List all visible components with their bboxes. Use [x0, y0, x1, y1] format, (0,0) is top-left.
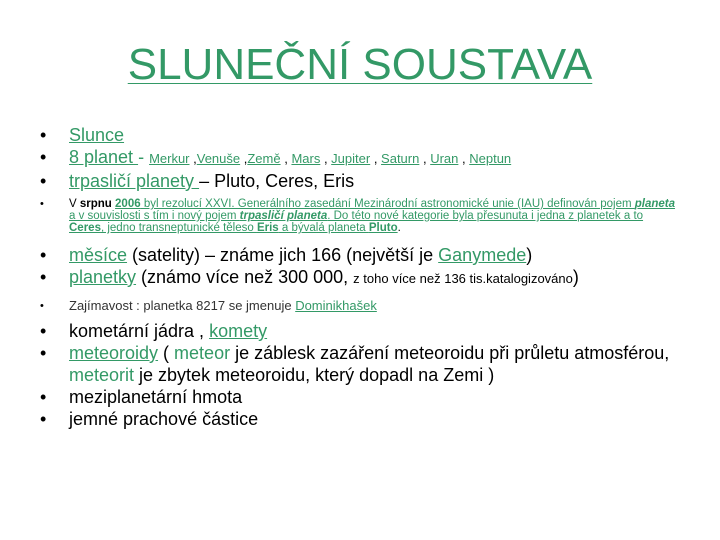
- link-note-category[interactable]: . Do této nové kategorie byla přesunuta i jedna z planetek a to: [327, 210, 644, 222]
- bullet-icon: •: [40, 300, 44, 312]
- link-trpaslici-planety[interactable]: trpasličí planety: [69, 171, 200, 191]
- link-mesice[interactable]: měsíce: [69, 245, 128, 265]
- list-item-komety: • kometární jádra , komety: [40, 321, 268, 341]
- list-item-prach: • jemné prachové částice: [40, 409, 259, 429]
- link-pluto[interactable]: Pluto: [368, 222, 398, 234]
- list-item-planets: [40, 146, 680, 170]
- link-planeta[interactable]: planeta: [634, 198, 676, 210]
- list-item-hmota: • meziplanetární hmota: [40, 387, 243, 407]
- link-jupiter[interactable]: Jupiter: [331, 151, 371, 166]
- bullet-icon: •: [40, 198, 44, 210]
- bullet-icon: •: [40, 387, 47, 407]
- link-merkur[interactable]: Merkur: [149, 151, 190, 166]
- bullet-icon: •: [40, 267, 47, 287]
- bullet-icon: •: [40, 409, 47, 429]
- link-venuse[interactable]: Venuše: [196, 151, 241, 166]
- list-item-zajimavost: • Zajímavost : planetka 8217 se jmenuje Dominikhašek: [40, 298, 377, 313]
- list-item-dwarf: [40, 170, 680, 192]
- list-item-planetky: • planetky (známo více než 300 000, z toho více než 136 tis.katalogizováno): [40, 267, 579, 287]
- link-komety[interactable]: komety: [209, 321, 268, 341]
- link-note-mid[interactable]: a v souvislosti s tím i nový pojem: [69, 210, 240, 222]
- bullet-list: [40, 124, 680, 430]
- list-item-meteoroidy: • meteoroidy ( meteor je záblesk zazáření meteoroidu při průletu atmosférou, meteorit je zbytek meteoroidu, který dopadl na Zemi ): [40, 343, 670, 385]
- bullet-icon: •: [40, 321, 47, 341]
- bullet-icon: •: [40, 125, 47, 145]
- link-transneptunicke[interactable]: , jedno transneptunické těleso: [100, 222, 257, 234]
- planets-dash: -: [138, 147, 150, 167]
- link-ganymede[interactable]: Ganymede: [438, 245, 527, 265]
- link-2006[interactable]: 2006: [115, 198, 141, 210]
- dwarf-list: – Pluto, Ceres, Eris: [199, 171, 355, 191]
- term-meteorit: meteorit: [69, 365, 135, 385]
- link-slunce[interactable]: Slunce: [69, 125, 125, 145]
- list-item-note: • V srpnu 2006 byl rezolucí XXVI. Generálního zasedání Mezinárodní astronomické unie (IAU) definován pojem planeta a v souvislosti s tím i nový pojem trpasličí planeta. Do této nové kategorie byla přesunuta i jedna z planetek a to Ceres, jedno transneptunické těleso Eris a bývalá planeta Pluto.: [40, 198, 676, 234]
- link-neptun[interactable]: Neptun: [469, 151, 512, 166]
- bullet-icon: •: [40, 147, 47, 167]
- list-item-slunce: [40, 124, 680, 146]
- link-trpaslici-planeta[interactable]: trpasličí planeta: [239, 210, 328, 222]
- term-meteor: meteor: [174, 343, 231, 363]
- bullet-icon: •: [40, 343, 47, 363]
- page-title: SLUNEČNÍ SOUSTAVA: [127, 40, 593, 89]
- link-rezoluce[interactable]: byl rezolucí XXVI. Generálního zasedání Mezinárodní astronomické unie (IAU) definován pojem: [140, 198, 635, 210]
- list-item-mesice: • měsíce (satelity) – známe jich 166 (největší je Ganymede): [40, 245, 533, 265]
- link-meteoroidy[interactable]: meteoroidy: [69, 343, 159, 363]
- link-zeme[interactable]: Země: [247, 151, 281, 166]
- bullet-icon: •: [40, 171, 47, 191]
- link-byvala[interactable]: a bývalá planeta: [278, 222, 369, 234]
- link-8-planet[interactable]: 8 planet: [69, 147, 139, 167]
- link-planetky[interactable]: planetky: [69, 267, 137, 287]
- link-mars[interactable]: Mars: [291, 151, 321, 166]
- link-dominikhasek[interactable]: Dominikhašek: [295, 298, 377, 313]
- planet-names: Merkur ,Venuše ,Země , Mars , Jupiter , Saturn , Uran , Neptun: [149, 151, 512, 166]
- link-saturn[interactable]: Saturn: [381, 151, 420, 166]
- link-eris[interactable]: Eris: [256, 222, 279, 234]
- link-uran[interactable]: Uran: [430, 151, 459, 166]
- link-ceres[interactable]: Ceres: [69, 222, 101, 234]
- bullet-icon: •: [40, 245, 47, 265]
